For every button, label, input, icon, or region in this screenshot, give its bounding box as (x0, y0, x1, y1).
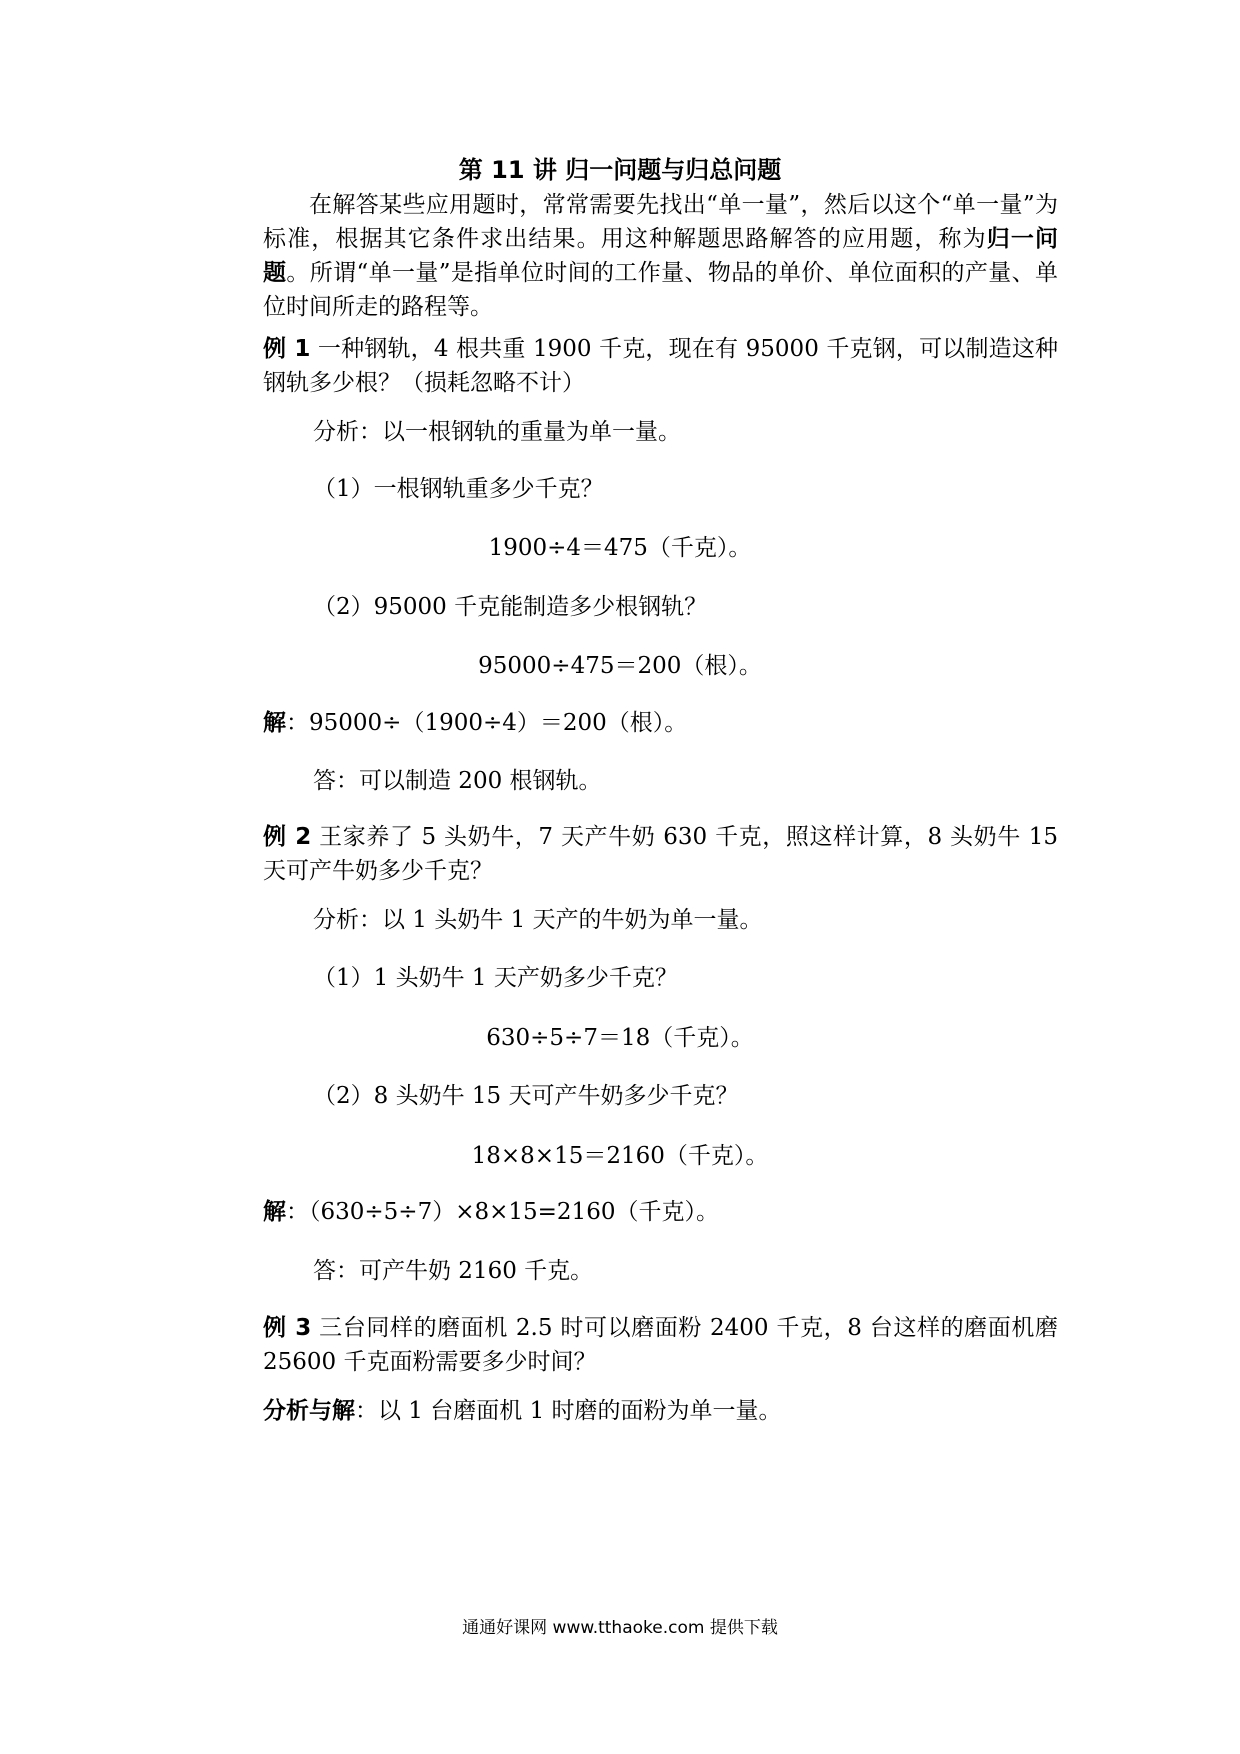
example-2-equation-1: 630÷5÷7＝18（千克）。 (486, 1025, 754, 1051)
solution-label: 解 (263, 710, 286, 736)
example-2-answer: 答：可产牛奶 2160 千克。 (313, 1258, 594, 1284)
example-2-analysis: 分析：以 1 头奶牛 1 天产的牛奶为单一量。 (313, 907, 763, 933)
solution-text: ：（630÷5÷7）×8×15=2160（千克）。 (286, 1199, 719, 1225)
intro-text-2: 。所谓“单一量”是指单位时间的工作量、物品的单价、单位面积的产量、单位时间所走的路程等。 (263, 260, 1058, 320)
example-1-question (263, 332, 1058, 400)
example-1-analysis: 分析：以一根钢轨的重量为单一量。 (313, 419, 681, 445)
page-title: 第 11 讲 归一问题与归总问题 (458, 156, 782, 184)
example-2-label: 例 2 (263, 824, 312, 850)
solution-label: 解 (263, 1199, 286, 1225)
example-1-equation-2: 95000÷475＝200（根）。 (478, 653, 762, 679)
example-3-label: 例 3 (263, 1315, 312, 1341)
example-3-question (263, 1311, 1058, 1379)
intro-paragraph (263, 188, 1058, 324)
analysis-text: ：以 1 台磨面机 1 时磨的面粉为单一量。 (355, 1398, 782, 1424)
intro-text-1: 在解答某些应用题时，常常需要先找出“单一量”，然后以这个“单一量”为标准，根据其它条件求出结果。用这种解题思路解答的应用题，称为 (263, 192, 1058, 252)
intro-bold-term: 归一问题 (263, 226, 1058, 286)
example-1-step-2: （2）95000 千克能制造多少根钢轨？ (313, 594, 708, 620)
example-1-equation-1: 1900÷4＝475（千克）。 (488, 535, 752, 561)
example-2-step-2: （2）8 头奶牛 15 天可产牛奶多少千克？ (313, 1083, 739, 1109)
example-3-analysis (263, 1395, 782, 1427)
example-2-question (263, 820, 1058, 888)
example-1-text: 一种钢轨，4 根共重 1900 千克，现在有 95000 千克钢，可以制造这种钢轨多少根？（损耗忽略不计） (263, 336, 1059, 396)
example-2-equation-2: 18×8×15＝2160（千克）。 (471, 1143, 769, 1169)
example-1-label: 例 1 (263, 336, 311, 362)
example-2-step-1: （1）1 头奶牛 1 天产奶多少千克？ (313, 965, 678, 991)
page-footer: 通通好课网 www.tthaoke.com 提供下载 (462, 1618, 778, 1638)
example-1-solution (263, 707, 687, 739)
example-1-step-1: （1）一根钢轨重多少千克？ (313, 476, 604, 502)
analysis-label: 分析与解 (263, 1398, 355, 1424)
example-2-solution (263, 1196, 719, 1228)
solution-text: ：95000÷（1900÷4）＝200（根）。 (286, 710, 688, 736)
example-1-answer: 答：可以制造 200 根钢轨。 (313, 768, 602, 794)
example-3-text: 三台同样的磨面机 2.5 时可以磨面粉 2400 千克，8 台这样的磨面机磨 25600 千克面粉需要多少时间？ (263, 1315, 1058, 1375)
example-2-text: 王家养了 5 头奶牛，7 天产牛奶 630 千克，照这样计算，8 头奶牛 15 天可产牛奶多少千克？ (263, 824, 1059, 884)
